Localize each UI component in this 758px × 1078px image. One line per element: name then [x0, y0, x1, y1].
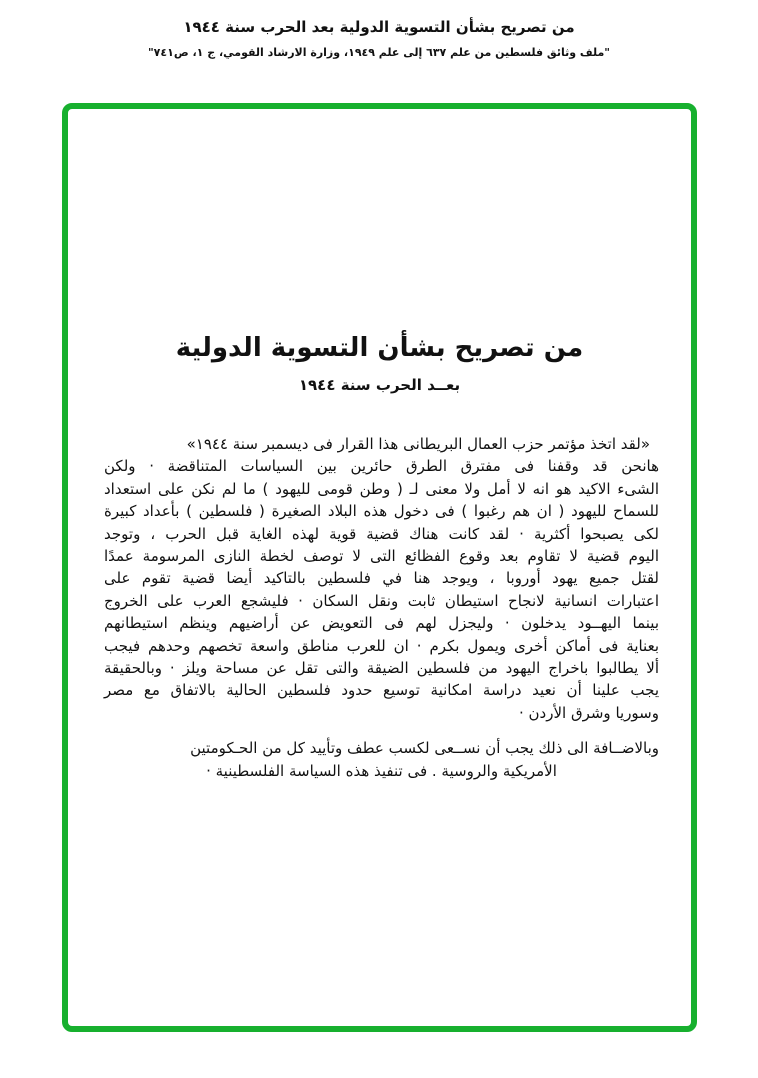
paragraph: [104, 433, 659, 724]
document-body: [104, 433, 659, 782]
body-line: «لقد اتخذ مؤتمر حزب العمال البريطانى هذا القرار فى ديسمبر سنة ١٩٤٤»: [186, 435, 650, 453]
body-line: للسماح لليهود ( ان هم رغبوا ) فى دخول هذه البلاد الصغيرة ( فلسطين ) بأعداد كبيرة: [104, 502, 659, 521]
document-title: من تصريح بشأن التسوية الدولية: [175, 333, 584, 363]
body-line: وسوريا وشرق الأردن ·: [518, 703, 659, 722]
document-frame: [62, 103, 697, 1032]
paragraph: [104, 737, 659, 782]
body-line: بعناية فى أماكن أخرى ويمول بكرم · ان للعرب مناطق واسعة تخصهم وحدهم فيجب: [104, 636, 659, 655]
body-line: وبالاضــافة الى ذلك يجب أن نســعى لكسب عطف وتأييد كل من الحـكومتين: [190, 739, 659, 758]
body-line: اليوم قضية لا تقاوم بعد وقوع الفظائع التى لا توصف لخطة النازى المرسومة عمدًا: [104, 547, 659, 566]
body-line: هانحن قد وقفنا فى مفترق الطرق حائرين بين السياسات المتناقضة · ولكن: [104, 457, 659, 476]
document-subtitle: بعــد الحرب سنة ١٩٤٤: [298, 376, 461, 394]
body-line: الأمريكية والروسية . فى تنفيذ هذه السياسة الفلسطينية ·: [206, 761, 557, 780]
document-page: [68, 109, 691, 1026]
body-line: بينما اليهــود يدخلون · وليجزل لهم فى التعويض عن أراضيهم وينظم استيطانهم: [104, 614, 659, 633]
body-line: يجب علينا أن نعيد دراسة امكانية توسيع حدود فلسطين الحالية بالاتفاق مع مصر: [104, 681, 659, 700]
body-line: الشىء الاكيد هو انه لا أمل ولا معنى لـ ( وطن قومى لليهود ) ما لم نكن على استعداد: [104, 479, 659, 498]
body-line: لكى يصبحوا أكثرية · لقد كانت هناك قضية قوية لهذه الغاية قبل الحرب ، وتوجد: [104, 524, 659, 543]
body-line: ألا يطالبوا باخراج اليهود من فلسطين الضيقة والتى تقل عن مساحة ويلز · وبالحقيقة: [104, 659, 659, 678]
document-header: [0, 18, 758, 59]
body-line: لقتل جميع يهود أوروبا ، ويوجد هنا في فلسطين بالتاكيد أيضا قضية تقوم على: [104, 569, 659, 588]
body-line: اعتبارات انسانية لانجاح استيطان ثابت ونقل السكان · فليشجع العرب على الخروج: [104, 591, 659, 610]
header-title: من تصريح بشأن التسوية الدولية بعد الحرب سنة ١٩٤٤: [183, 18, 575, 36]
header-source-citation: "ملف وثائق فلسطين من علم ٦٣٧ إلى علم ١٩٤٩، وزارة الارشاد القومي، ج ١، ص٧٤١": [147, 46, 611, 59]
